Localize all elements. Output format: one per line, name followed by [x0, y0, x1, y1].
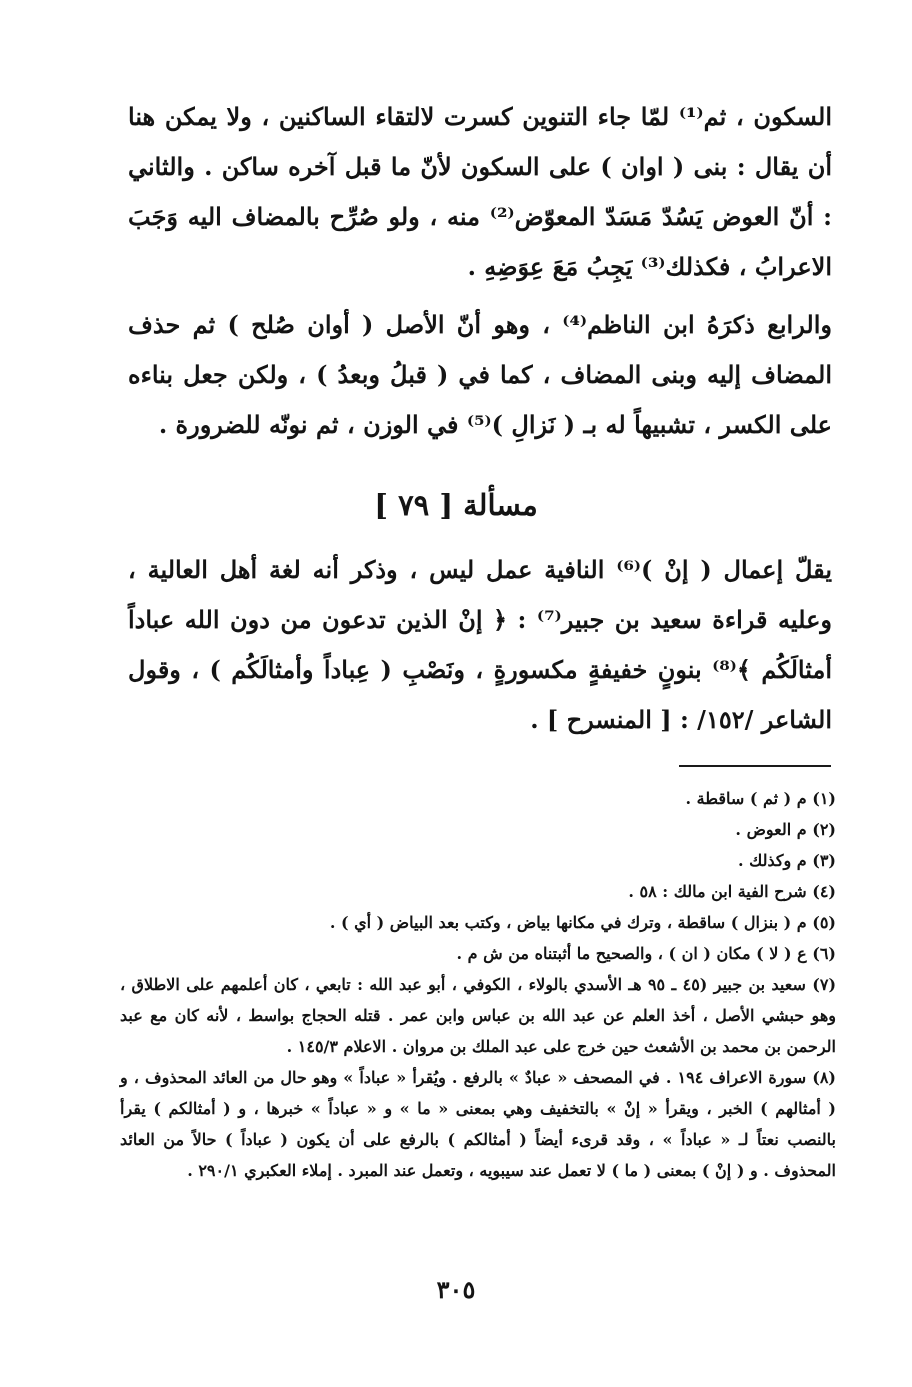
footnotes — [120, 783, 836, 1186]
paragraph-3: يقلّ إعمال ( إنْ )⁽⁶⁾ النافية عمل ليس ، وذكر أنه لغة أهل العالية ، وعليه قراءة سعيد بن جبير⁽⁷⁾ : ﴿ إنْ الذين تدعون من دون الله عباداً أمثالَكُم ﴾⁽⁸⁾ بنونٍ خفيفةٍ مكسورةٍ ، ونَصْبِ ( عِباداً وأمثالَكُم ) ، وقول الشاعر /١٥٢/ : [ المنسرح ] . — [128, 555, 833, 734]
footnote-8: (٨) سورة الاعراف ١٩٤ . في المصحف « عبادٌ » بالرفع . ويُقرأ « عباداً » وهو حال من العائد المحذوف ، و ( أمثالهم ) الخبر ، ويقرأ « إنْ » بالتخفيف وهي بمعنى « ما » و « عباداً » خبرها ، و ( أمثالكم ) يقرأ بالنصب نعتاً لـ « عباداً » ، وقد قرىء أيضاً ( أمثالكم ) بالرفع على أن يكون ( عباداً ) حالاً من العائد المحذوف . و ( إنْ ) بمعنى ( ما ) لا تعمل عند سيبويه ، وتعمل عند المبرد . إملاء العكبري ٢٩٠/١ . — [120, 1068, 837, 1180]
section-heading: مسألة [ ٧٩ ] — [374, 488, 538, 522]
paragraph-1: السكون ، ثم⁽¹⁾ لمّا جاء التنوين كسرت لالتقاء الساكنين ، ولا يمكن هنا أن يقال : بنى ( اوان ) على السكون لأنّ ما قبل آخره ساكن . والثاني : أنّ العوض يَسُدّ مَسَدّ المعوّض⁽²⁾ منه ، ولو صُرِّح بالمضاف اليه وَجَبَ الاعرابُ ، فكذلك⁽³⁾ يَجِبُ مَعَ عِوَضِهِ . — [128, 102, 833, 281]
footnote-3: (٣) م وكذلك . — [737, 851, 836, 870]
footnote-1: (١) م ( ثم ) ساقطة . — [685, 789, 836, 808]
page-number: ٣٠٥ — [436, 1275, 476, 1304]
footnote-7: (٧) سعيد بن جبير (٤٥ ـ ٩٥ هـ الأسدي بالولاء ، الكوفي ، أبو عبد الله : تابعي ، كان أعلمهم على الاطلاق ، وهو حبشي الأصل ، أخذ العلم عن عبد الله بن عباس وابن عمر . قتله الحجاج بواسط ، لأنه كان مع عبد الرحمن بن محمد بن الأشعث حين خرج على عبد الملك بن مروان . الاعلام ١٤٥/٣ . — [120, 975, 837, 1056]
footnote-2: (٢) م العوض . — [735, 820, 836, 839]
footnote-5: (٥) م ( بنزال ) ساقطة ، وترك في مكانها بياض ، وكتب بعد البياض ( أي ) . — [329, 913, 836, 932]
footnote-6: (٦) ع ( لا ) مكان ( ان ) ، والصحيح ما أثبتناه من ش م . — [456, 944, 836, 963]
paragraph-2: والرابع ذكرَهُ ابن الناظم⁽⁴⁾ ، وهو أنّ الأصل ( أوان صُلح ) ثم حذف المضاف إليه وبنى المضاف ، كما في ( قبلُ وبعدُ ) ، ولكن جعل بناءه على الكسر ، تشبيهاً له بـ ( نَزالِ )⁽⁵⁾ في الوزن ، ثم نونّه للضرورة . — [128, 310, 833, 439]
footnote-divider — [679, 765, 831, 767]
footnote-4: (٤) شرح الفية ابن مالك : ٥٨ . — [628, 882, 836, 901]
